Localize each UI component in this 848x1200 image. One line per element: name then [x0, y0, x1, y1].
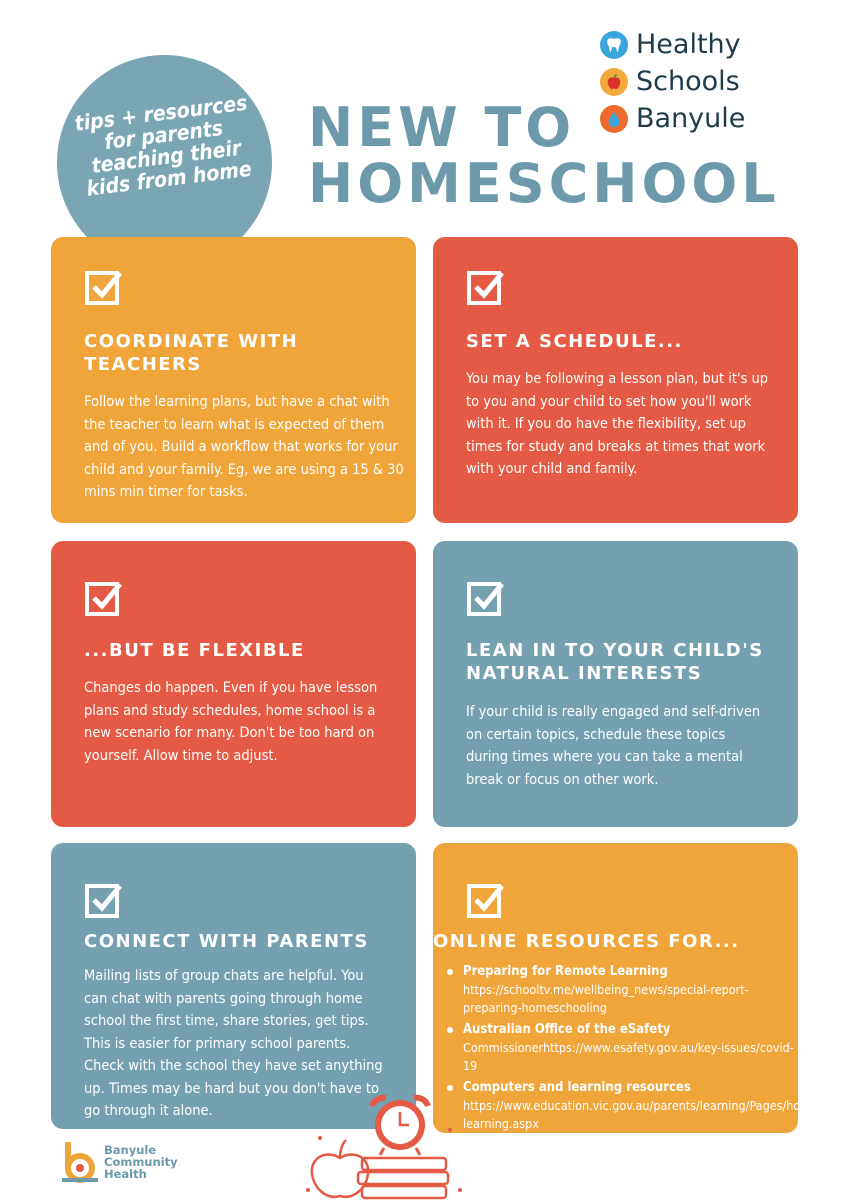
- logo-line-3: Health: [104, 1167, 147, 1181]
- card-heading: ...BUT BE FLEXIBLE: [84, 640, 305, 661]
- checkbox-icon: [466, 578, 506, 618]
- card-heading: SET A SCHEDULE...: [466, 331, 683, 352]
- card-set-schedule: [433, 237, 798, 523]
- card-lean-in-interests: [433, 541, 798, 827]
- banyule-logo-icon: [62, 1140, 98, 1184]
- card-heading: CONNECT WITH PARENTS: [84, 931, 369, 952]
- brand-label-banyule: Banyule: [636, 103, 746, 134]
- card-be-flexible: [51, 541, 416, 827]
- brand-row-healthy: [600, 26, 745, 63]
- resource-link[interactable]: Commissionerhttps://www.esafety.gov.au/key-issues/covid-19: [463, 1040, 794, 1073]
- healthy-schools-banyule-logo: [600, 26, 745, 137]
- card-body: You may be following a lesson plan, but it's up to you and your child to set how you'll work with it. If you do have the flexibility, set up times for study and breaks at times that work with your child and family.: [466, 371, 769, 477]
- logo-text: [104, 1144, 178, 1180]
- tagline-text: tips + resources for parents teaching their kids from home: [73, 90, 253, 201]
- checkbox-icon: [84, 880, 124, 920]
- logo-line-1: Banyule: [104, 1143, 157, 1157]
- checkbox-icon: [466, 267, 506, 307]
- resource-link[interactable]: https://www.education.vic.gov.au/parents/learning/Pages/home-learning.aspx: [463, 1098, 823, 1131]
- books-icon: [358, 1158, 448, 1198]
- apple-icon: [312, 1140, 368, 1197]
- apple-icon: [600, 68, 628, 96]
- list-item: [441, 963, 801, 1017]
- checkbox-icon: [84, 267, 124, 307]
- brand-label-schools: Schools: [636, 66, 740, 97]
- resource-title: Computers and learning resources: [463, 1080, 691, 1095]
- card-heading: LEAN IN TO YOUR CHILD'S NATURAL INTERESTS: [466, 640, 764, 684]
- card-coordinate-teachers: [51, 237, 416, 523]
- resource-title: Australian Office of the eSafety: [463, 1022, 671, 1037]
- alarm-clock-icon: [372, 1098, 428, 1155]
- brand-label-healthy: Healthy: [636, 29, 741, 60]
- tooth-icon: [600, 31, 628, 59]
- card-body: Follow the learning plans, but have a chat with the teacher to learn what is expected of them and of you. Build a workflow that works for your child and your family. Eg, we are using a 15 & 30 mins min timer for tasks.: [84, 394, 404, 500]
- water-drop-icon: [600, 105, 628, 133]
- card-heading: COORDINATE WITH TEACHERS: [84, 331, 299, 375]
- logo-line-2: Community: [104, 1155, 178, 1169]
- list-item: [441, 1079, 823, 1133]
- brand-row-schools: [600, 63, 745, 100]
- title-line-2: HOMESCHOOL: [308, 152, 780, 215]
- card-connect-parents: [51, 843, 416, 1129]
- resource-link[interactable]: https://schooltv.me/wellbeing_news/special-report-preparing-homeschooling: [463, 982, 749, 1015]
- list-item: [441, 1021, 801, 1075]
- brand-row-banyule: [600, 100, 745, 137]
- resource-title: Preparing for Remote Learning: [463, 964, 668, 979]
- card-body: If your child is really engaged and self-driven on certain topics, schedule these topics during times where you can take a mental break or focus on other work.: [466, 704, 761, 788]
- card-heading: ONLINE RESOURCES FOR...: [433, 931, 740, 952]
- card-body: Mailing lists of group chats are helpful. You can chat with parents going through home school the first time, share stories, get tips. This is easier for primary school parents. Check with the school they have set anything up. Times may be hard but you don't have to go through it alone.: [84, 968, 383, 1119]
- clock-apple-books-illustration: [300, 1090, 480, 1200]
- resource-list: [441, 963, 823, 1137]
- card-body: Changes do happen. Even if you have lesson plans and study schedules, home school is a new scenario for many. Don't be too hard on yourself. Allow time to adjust.: [84, 680, 378, 764]
- title-line-1: NEW TO: [308, 96, 576, 159]
- card-online-resources: [433, 843, 823, 1133]
- checkbox-icon: [84, 578, 124, 618]
- checkbox-icon: [466, 880, 506, 920]
- banyule-community-health-logo: [62, 1140, 178, 1184]
